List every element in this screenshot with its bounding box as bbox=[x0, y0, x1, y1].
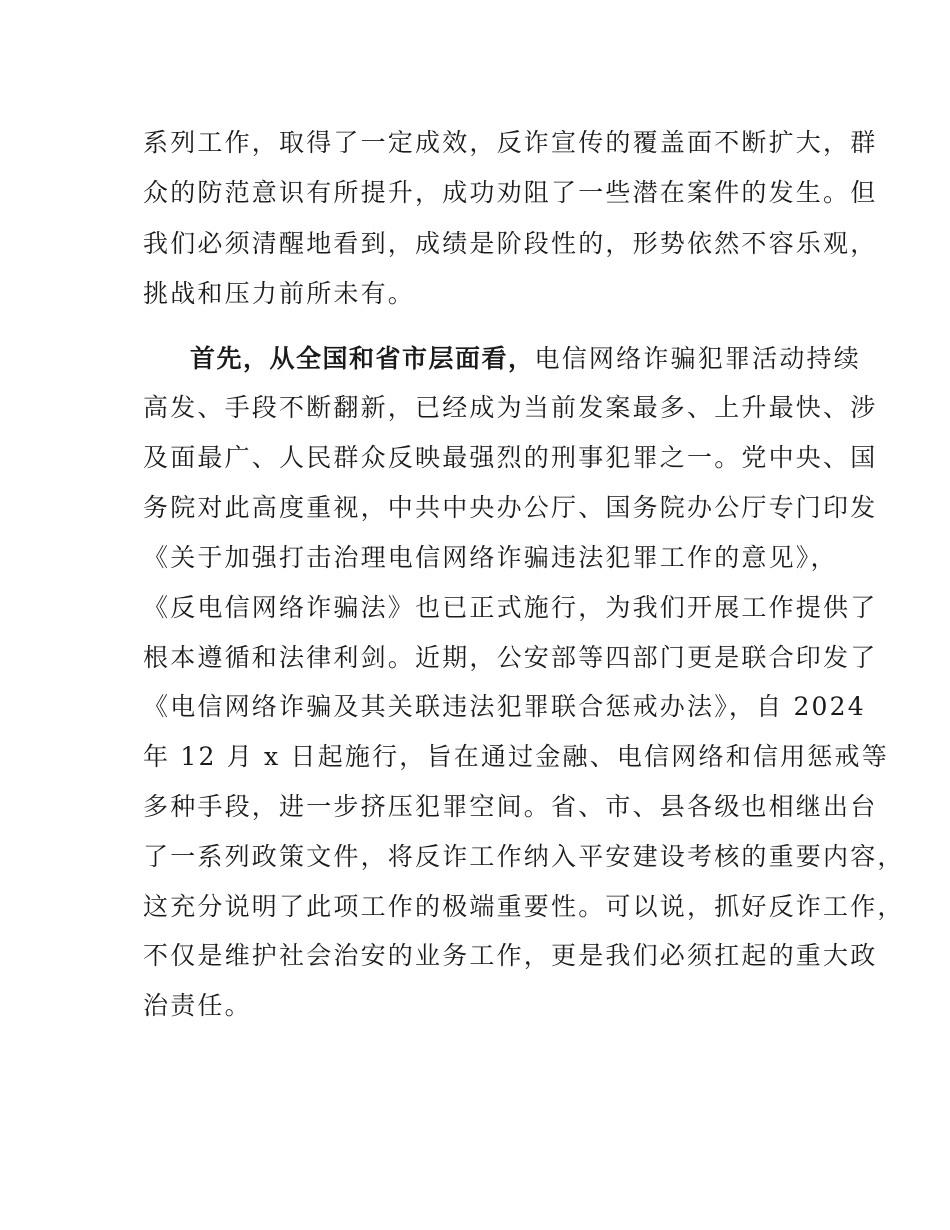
paragraph-line: 这充分说明了此项工作的极端重要性。可以说，抓好反诈工作， bbox=[143, 892, 905, 921]
paragraph-line: 系列工作，取得了一定成效，反诈宣传的覆盖面不断扩大，群 bbox=[143, 128, 878, 157]
paragraph-line: 众的防范意识有所提升，成功劝阻了一些潜在案件的发生。但 bbox=[143, 178, 878, 207]
paragraph-line: 了一系列政策文件，将反诈工作纳入平安建设考核的重要内容， bbox=[143, 842, 905, 871]
paragraph-line: 及面最广、人民群众反映最强烈的刑事犯罪之一。党中央、国 bbox=[143, 443, 878, 472]
paragraph-line: 《电信网络诈骗及其关联违法犯罪联合惩戒办法》，自 2024 bbox=[143, 692, 866, 721]
paragraph-line: 高发、手段不断翻新，已经成为当前发案最多、上升最快、涉 bbox=[143, 393, 878, 422]
paragraph-line: 我们必须清醒地看到，成绩是阶段性的，形势依然不容乐观， bbox=[143, 229, 878, 258]
paragraph-lead-rest: 电信网络诈骗犯罪活动持续 bbox=[534, 344, 861, 373]
paragraph-line: 治责任。 bbox=[143, 991, 252, 1020]
paragraph-line: 年 12 月 x 日起施行，旨在通过金融、电信网络和信用惩戒等 bbox=[143, 742, 889, 771]
paragraph-line: 务院对此高度重视，中共中央办公厅、国务院办公厅专门印发 bbox=[143, 493, 878, 522]
paragraph-line: 挑战和压力前所未有。 bbox=[143, 279, 416, 308]
paragraph-line: 不仅是维护社会治安的业务工作，更是我们必须扛起的重大政 bbox=[143, 941, 878, 970]
paragraph-line: 《反电信网络诈骗法》也已正式施行，为我们开展工作提供了 bbox=[143, 593, 878, 622]
paragraph-lead-heading: 首先，从全国和省市层面看， bbox=[190, 344, 535, 373]
paragraph-line: 《关于加强打击治理电信网络诈骗违法犯罪工作的意见》， bbox=[143, 543, 838, 572]
paragraph-line: 多种手段，进一步挤压犯罪空间。省、市、县各级也相继出台 bbox=[143, 792, 878, 821]
paragraph-line: 根本遵循和法律利剑。近期，公安部等四部门更是联合印发了 bbox=[143, 643, 878, 672]
paragraph-first-line bbox=[190, 344, 861, 374]
